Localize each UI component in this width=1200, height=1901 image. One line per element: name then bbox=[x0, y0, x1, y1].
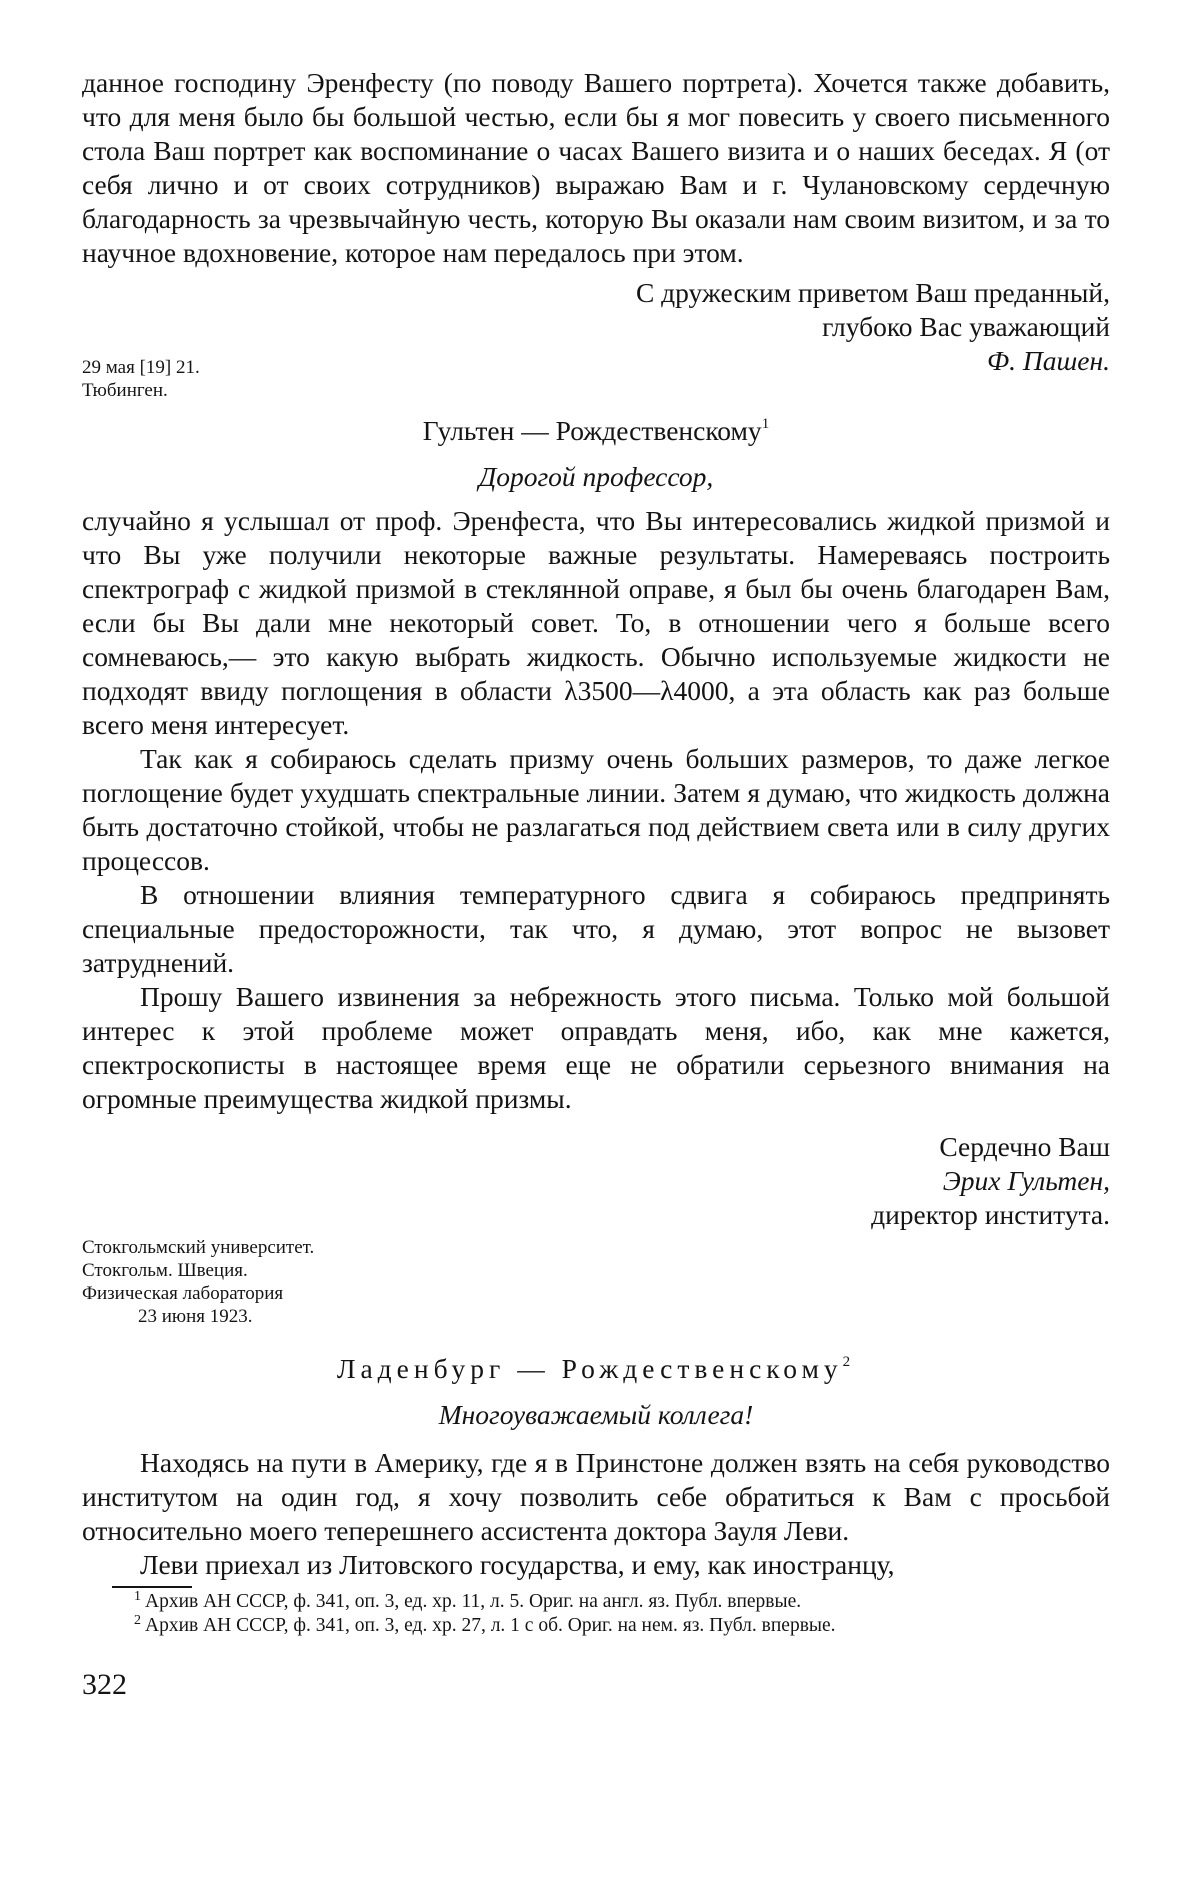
closing-line: Сердечно Ваш bbox=[939, 1131, 1110, 1162]
footnote-ref: 2 bbox=[842, 1354, 856, 1370]
closing-line: С дружеским приветом Ваш преданный, bbox=[635, 277, 1110, 308]
letter-heading bbox=[82, 1352, 1110, 1386]
continuation-paragraph: данное господину Эренфесту (по поводу Вашего портрета). Хочется также добавить, что для меня было бы большой честью, если бы я мог повесить у своего письменного стола Ваш портрет как воспоминание о часах Вашего визита и о наших беседах. Я (от себя лично и от своих сотрудников) выражаю Вам и г. Чулановскому сердечную благодарность за чрезвычайную честь, которую Вы оказали нам своим визитом, и за то научное вдохновение, которое нам передалось при этом. bbox=[82, 67, 1110, 268]
address-line: Стокгольм. Швеция. bbox=[82, 1260, 248, 1281]
letter-place: Тюбинген. bbox=[82, 380, 168, 401]
signature: Ф. Пашен. bbox=[987, 345, 1110, 376]
letter-paragraph: В отношении влияния температурного сдвига я собираюсь предпринять специальные предосторожности, так что, я думаю, этот вопрос не вызовет затруднений. bbox=[82, 879, 1110, 978]
letter-title: Гультен — Рождественскому bbox=[422, 415, 762, 446]
page-content bbox=[82, 66, 1110, 1702]
letter-paragraph: Так как я собираюсь сделать призму очень больших размеров, то даже легкое поглощение будет ухудшать спектральные линии. Затем я думаю, что жидкость должна быть достаточно стойкой, чтобы не разлагаться под действием света или в силу других процессов. bbox=[82, 743, 1110, 876]
footnote-text: Архив АН СССР, ф. 341, оп. 3, ед. хр. 11, л. 5. Ориг. на англ. яз. Публ. впервые. bbox=[145, 1591, 802, 1612]
letter-paragraph: Леви приехал из Литовского государства, и ему, как иностранцу, bbox=[140, 1549, 895, 1580]
page-number: 322 bbox=[82, 1668, 127, 1701]
footnote bbox=[82, 1590, 1110, 1614]
letter-paragraph: Прошу Вашего извинения за небрежность этого письма. Только мой большой интерес к этой проблеме может оправдать меня, ибо, как мне кажется, спектроскописты в настоящее время еще не обратили серьезного внимания на огромные преимущества жидкой призмы. bbox=[82, 981, 1110, 1114]
letter-paragraph: случайно я услышал от проф. Эренфеста, что Вы интересовались жидкой призмой и что Вы уже получили некоторые важные результаты. Намереваясь построить спектрограф с жидкой призмой в стеклянной оправе, я был бы очень благодарен Вам, если бы Вы дали мне некоторый совет. То, в отношении чего я больше всего сомневаюсь,— это какую выбрать жидкость. Обычно используемые жидкости не подходят ввиду поглощения в области λ3500—λ4000, а эта область как раз больше всего меня интересует. bbox=[82, 505, 1110, 740]
footnote-number: 2 bbox=[134, 1613, 141, 1628]
letter-greeting: Дорогой профессор, bbox=[478, 461, 714, 492]
footnote-text: Архив АН СССР, ф. 341, оп. 3, ед. хр. 27, л. 1 с об. Ориг. на нем. яз. Публ. впервые. bbox=[145, 1615, 836, 1636]
letter-title: Ладенбург — Рождественскому bbox=[336, 1353, 843, 1384]
letter-greeting: Многоуважаемый коллега! bbox=[438, 1399, 754, 1430]
hulthen-address bbox=[82, 1236, 1110, 1328]
letter-date: 29 мая [19] 21. bbox=[82, 357, 200, 378]
footnotes bbox=[82, 1590, 1110, 1638]
footnote-number: 1 bbox=[134, 1589, 141, 1604]
footnote-rule bbox=[112, 1586, 192, 1588]
signature: Эрих Гультен, bbox=[942, 1165, 1110, 1196]
hulthen-closing bbox=[82, 1130, 1110, 1232]
address-line: Физическая лаборатория bbox=[82, 1283, 284, 1304]
address-line: Стокгольмский университет. bbox=[82, 1237, 315, 1258]
footnote-ref: 1 bbox=[761, 416, 770, 432]
signer-position: директор института. bbox=[871, 1199, 1110, 1230]
paschen-date-place bbox=[82, 356, 1110, 402]
letter-heading bbox=[82, 414, 1110, 448]
closing-line: глубоко Вас уважающий bbox=[822, 311, 1110, 342]
footnote bbox=[82, 1614, 1110, 1638]
letter-paragraph: Находясь на пути в Америку, где я в Принстоне должен взять на себя руководство институтом на один год, я хочу позволить себе обратиться к Вам с просьбой относительно моего теперешнего ассистента доктора Зауля Леви. bbox=[82, 1447, 1110, 1546]
letter-date: 23 июня 1923. bbox=[138, 1306, 253, 1327]
